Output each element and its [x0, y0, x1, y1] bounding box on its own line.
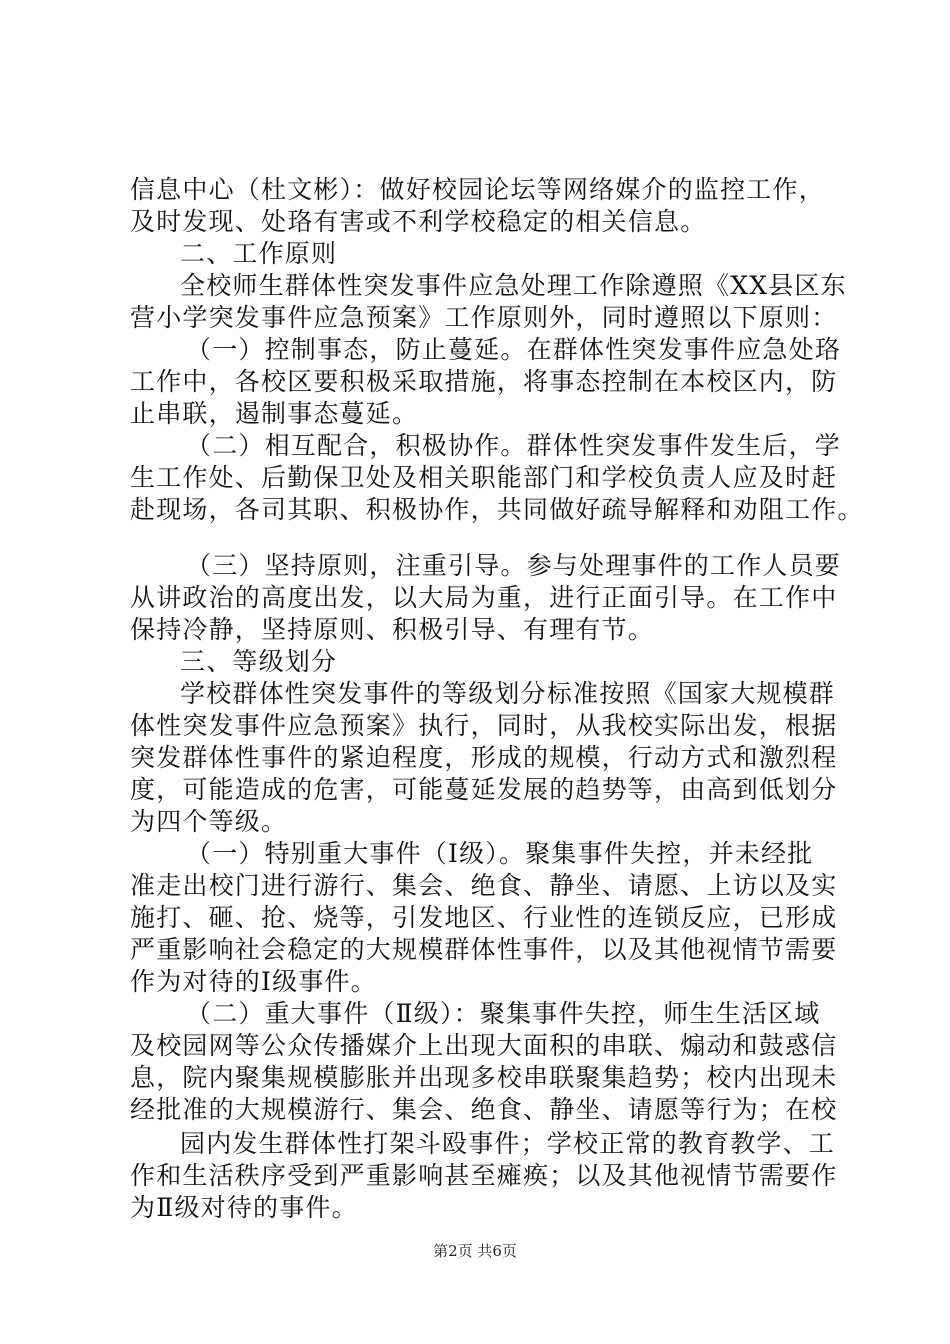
text-line: 赴现场，各司其职、积极协作，共同做好疏导解释和劝阻工作。	[130, 495, 864, 524]
text-line: 从讲政治的高度出发，以大局为重，进行正面引导。在工作中	[130, 583, 838, 612]
text-line: 学校群体性突发事件的等级划分标准按照《国家大规模群	[180, 679, 836, 708]
text-line: 经批准的大规模游行、集会、绝食、静坐、请愿等行为；在校	[130, 1095, 838, 1124]
text-line: 营小学突发事件应急预案》工作原则外，同时遵照以下原则：	[130, 303, 838, 332]
text-line: 作为对待的Ⅰ级事件。	[130, 967, 377, 996]
text-line: 保持冷静，坚持原则、积极引导、有理有节。	[130, 615, 655, 644]
text-line: 止串联，遏制事态蔓延。	[130, 399, 419, 428]
text-line: 园内发生群体性打架斗殴事件；学校正常的教育教学、工	[180, 1129, 836, 1158]
text-line: 施打、砸、抢、烧等，引发地区、行业性的连锁反应，已形成	[130, 903, 838, 932]
section-heading: 二、工作原则	[180, 239, 338, 268]
text-line: 及时发现、处珞有害或不利学校稳定的相关信息。	[130, 207, 707, 236]
text-line: （一）特别重大事件（Ⅰ级）。聚集事件失控，并未经批	[186, 839, 814, 868]
text-line: 严重影响社会稳定的大规模群体性事件，以及其他视情节需要	[130, 935, 838, 964]
text-line: 及校园网等公众传播媒介上出现大面积的串联、煽动和鼓惑信	[130, 1031, 838, 1060]
text-line: 作和生活秩序受到严重影响甚至瘫痪；以及其他视情节需要作	[130, 1161, 838, 1190]
text-line: 突发群体性事件的紧迫程度，形成的规模，行动方式和激烈程	[130, 743, 838, 772]
text-line: 工作中，各校区要积极采取措施，将事态控制在本校区内，防	[130, 367, 838, 396]
text-line: （二）相互配合，积极协作。群体性突发事件发生后，学	[186, 431, 842, 460]
page-footer: 第2页 共6页	[433, 1242, 517, 1260]
text-line: （二）重大事件（Ⅱ级）：聚集事件失控，师生生活区域	[186, 999, 821, 1028]
text-line: 度，可能造成的危害，可能蔓延发展的趋势等，由高到低划分	[130, 775, 838, 804]
text-line: 息，院内聚集规模膨胀并出现多校串联聚集趋势；校内出现未	[130, 1063, 838, 1092]
text-line: 信息中心（杜文彬）：做好校园论坛等网络媒介的监控工作，	[130, 175, 825, 204]
text-line: 全校师生群体性突发事件应急处理工作除遵照《XX县区东	[180, 271, 847, 300]
text-line: 生工作处、后勤保卫处及相关职能部门和学校负责人应及时赶	[130, 463, 838, 492]
section-heading: 三、等级划分	[180, 647, 338, 676]
text-line: （三）坚持原则，注重引导。参与处理事件的工作人员要	[186, 551, 842, 580]
text-line: 为Ⅱ级对待的事件。	[130, 1193, 358, 1222]
text-line: 体性突发事件应急预案》执行，同时，从我校实际出发，根据	[130, 711, 838, 740]
text-line: 准走出校门进行游行、集会、绝食、静坐、请愿、上访以及实	[130, 871, 838, 900]
text-line: （一）控制事态，防止蔓延。在群体性突发事件应急处珞	[186, 335, 842, 364]
text-line: 为四个等级。	[130, 807, 288, 836]
